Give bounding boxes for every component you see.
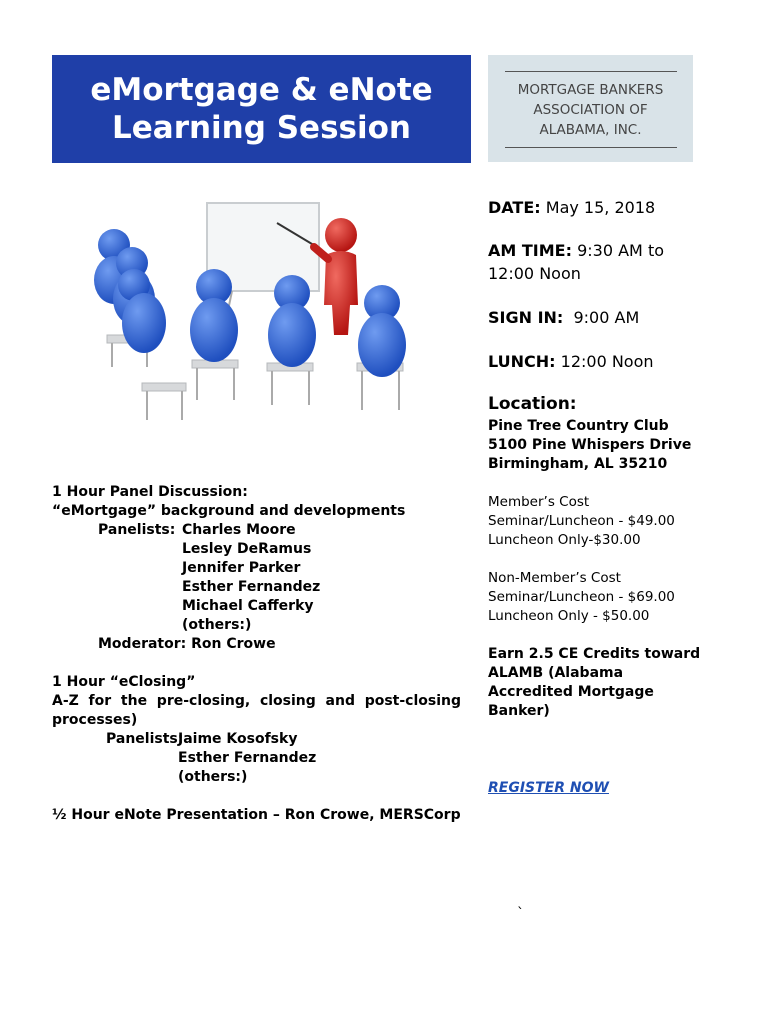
location-label: Location: [488, 394, 577, 414]
signin-value: 9:00 AM [573, 308, 640, 327]
signin-row [488, 306, 639, 330]
eclosing-panelist-1: Jaime Kosofsky [178, 731, 298, 747]
classroom-illustration [52, 195, 464, 450]
credits-line-1: Earn 2.5 CE Credits toward [488, 646, 701, 662]
member-lunch-price: Luncheon Only-$30.00 [488, 532, 641, 548]
panel-title: 1 Hour Panel Discussion: [52, 484, 248, 500]
nonmember-seminar-price: Seminar/Luncheon - $69.00 [488, 589, 675, 605]
eclosing-panelist-3: (others:) [178, 769, 248, 785]
lunch-label: LUNCH: [488, 352, 556, 371]
title-line-2: Learning Session [112, 110, 411, 146]
eclosing-panelists-label: Panelists: [106, 731, 184, 747]
lunch-value: 12:00 Noon [560, 352, 654, 371]
panel-subtitle: “eMortgage” background and developments [52, 503, 406, 519]
am-time-label: AM TIME: [488, 241, 572, 260]
panelist-2: Lesley DeRamus [182, 541, 312, 557]
panelist-1: Charles Moore [182, 522, 296, 538]
stray-mark: ` [517, 906, 524, 922]
date-row [488, 196, 655, 220]
title-line-1: eMortgage & eNote [90, 72, 433, 108]
nonmember-lunch-price: Luncheon Only - $50.00 [488, 608, 650, 624]
enote-presentation: ½ Hour eNote Presentation – Ron Crowe, MERSCorp [52, 807, 461, 823]
signin-label: SIGN IN: [488, 308, 564, 327]
panelist-4: Esther Fernandez [182, 579, 321, 595]
org-line-1: MORTGAGE BANKERS [517, 82, 664, 98]
org-line-3: ALABAMA, INC. [539, 122, 642, 138]
member-cost-title: Member’s Cost [488, 494, 590, 510]
credits-line-3: Accredited Mortgage [488, 684, 654, 700]
panelist-5: Michael Cafferky [182, 598, 314, 614]
nonmember-cost-title: Non-Member’s Cost [488, 570, 621, 586]
register-now-link[interactable]: REGISTER NOW [488, 780, 609, 796]
credits-line-2: ALAMB (Alabama [488, 665, 624, 681]
eclosing-desc-2: processes) [52, 712, 138, 728]
lunch-row [488, 350, 654, 374]
panelist-3: Jennifer Parker [182, 560, 301, 576]
org-top-rule [505, 71, 677, 72]
am-time-value: 9:30 AM to [577, 241, 665, 260]
am-time-row [488, 239, 664, 263]
eclosing-title: 1 Hour “eClosing” [52, 674, 196, 690]
location-line-2: 5100 Pine Whispers Drive [488, 437, 692, 453]
location-line-3: Birmingham, AL 35210 [488, 456, 668, 472]
moderator: Moderator: Ron Crowe [98, 636, 276, 652]
location-line-1: Pine Tree Country Club [488, 418, 669, 434]
date-label: DATE: [488, 198, 541, 217]
org-bottom-rule [505, 147, 677, 148]
panelist-6: (others:) [182, 617, 252, 633]
date-value: May 15, 2018 [545, 198, 656, 217]
credits-line-4: Banker) [488, 703, 550, 719]
panelists-label: Panelists: [98, 522, 176, 538]
eclosing-desc-1: A-Z for the pre-closing, closing and post-closing [52, 693, 462, 709]
title-banner [52, 55, 471, 163]
org-line-2: ASSOCIATION OF [533, 102, 648, 118]
org-box [488, 55, 693, 162]
am-time-value-2: 12:00 Noon [488, 264, 581, 283]
member-seminar-price: Seminar/Luncheon - $49.00 [488, 513, 675, 529]
eclosing-panelist-2: Esther Fernandez [178, 750, 317, 766]
